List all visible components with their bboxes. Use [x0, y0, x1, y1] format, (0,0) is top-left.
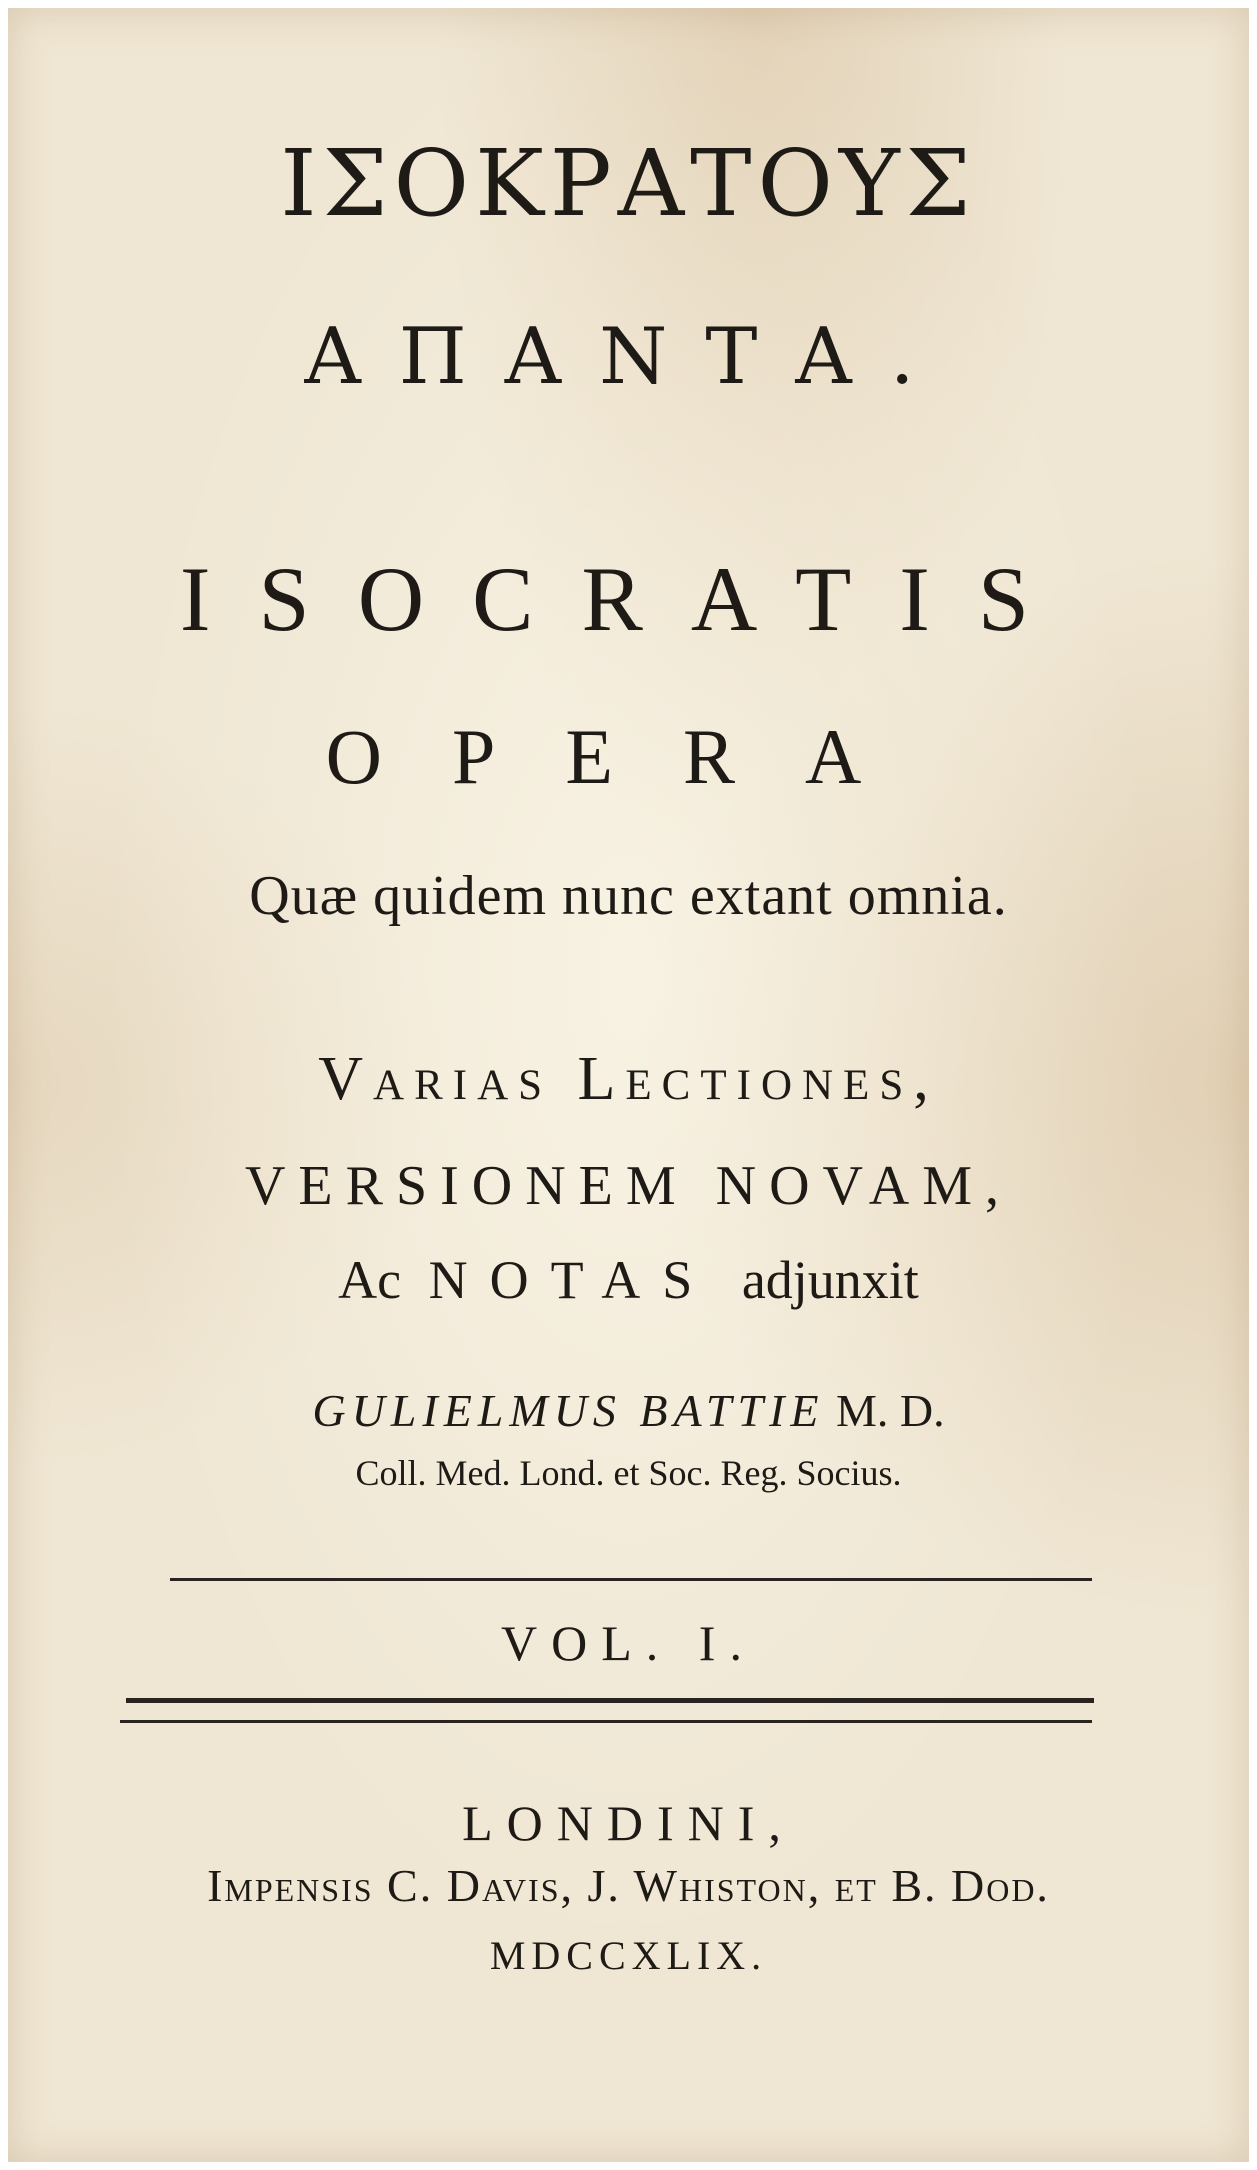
ac-word: Ac [338, 1250, 402, 1310]
author-line [8, 1385, 1249, 1436]
latin-subtitle: OPERA [325, 713, 932, 800]
greek-title: ΙΣΟΚΡΑΤΟΥΣ [280, 130, 977, 237]
versionem-novam-line: VERSIONEM NOVAM, [244, 1155, 1012, 1217]
greek-subtitle: ΑΠΑΝΤΑ. [304, 312, 953, 402]
imprint-publishers: Impensis C. Davis, J. Whiston, et B. Dod. [207, 1860, 1050, 1911]
description-line: Quæ quidem nunc extant omnia. [249, 865, 1008, 927]
author-degree: M. D. [836, 1385, 945, 1436]
title-page [8, 8, 1249, 2162]
top-rule [170, 1578, 1092, 1581]
latin-title: ISOCRATIS [179, 548, 1078, 650]
imprint-city: LONDINI, [462, 1795, 795, 1851]
affiliation-line: Coll. Med. Lond. et Soc. Reg. Socius. [355, 1453, 902, 1493]
varias-lectiones-line: Varias Lectiones, [318, 1045, 939, 1113]
notas-word: NOTAS [428, 1250, 715, 1310]
volume-label: VOL. I. [501, 1615, 756, 1671]
author-name: GULIELMUS BATTIE [312, 1385, 825, 1436]
imprint-year: MDCCXLIX. [489, 1933, 768, 1978]
adjunxit-word: adjunxit [741, 1250, 919, 1310]
double-rule-upper [126, 1698, 1094, 1703]
notas-line [8, 1250, 1249, 1310]
double-rule-lower [120, 1720, 1092, 1723]
